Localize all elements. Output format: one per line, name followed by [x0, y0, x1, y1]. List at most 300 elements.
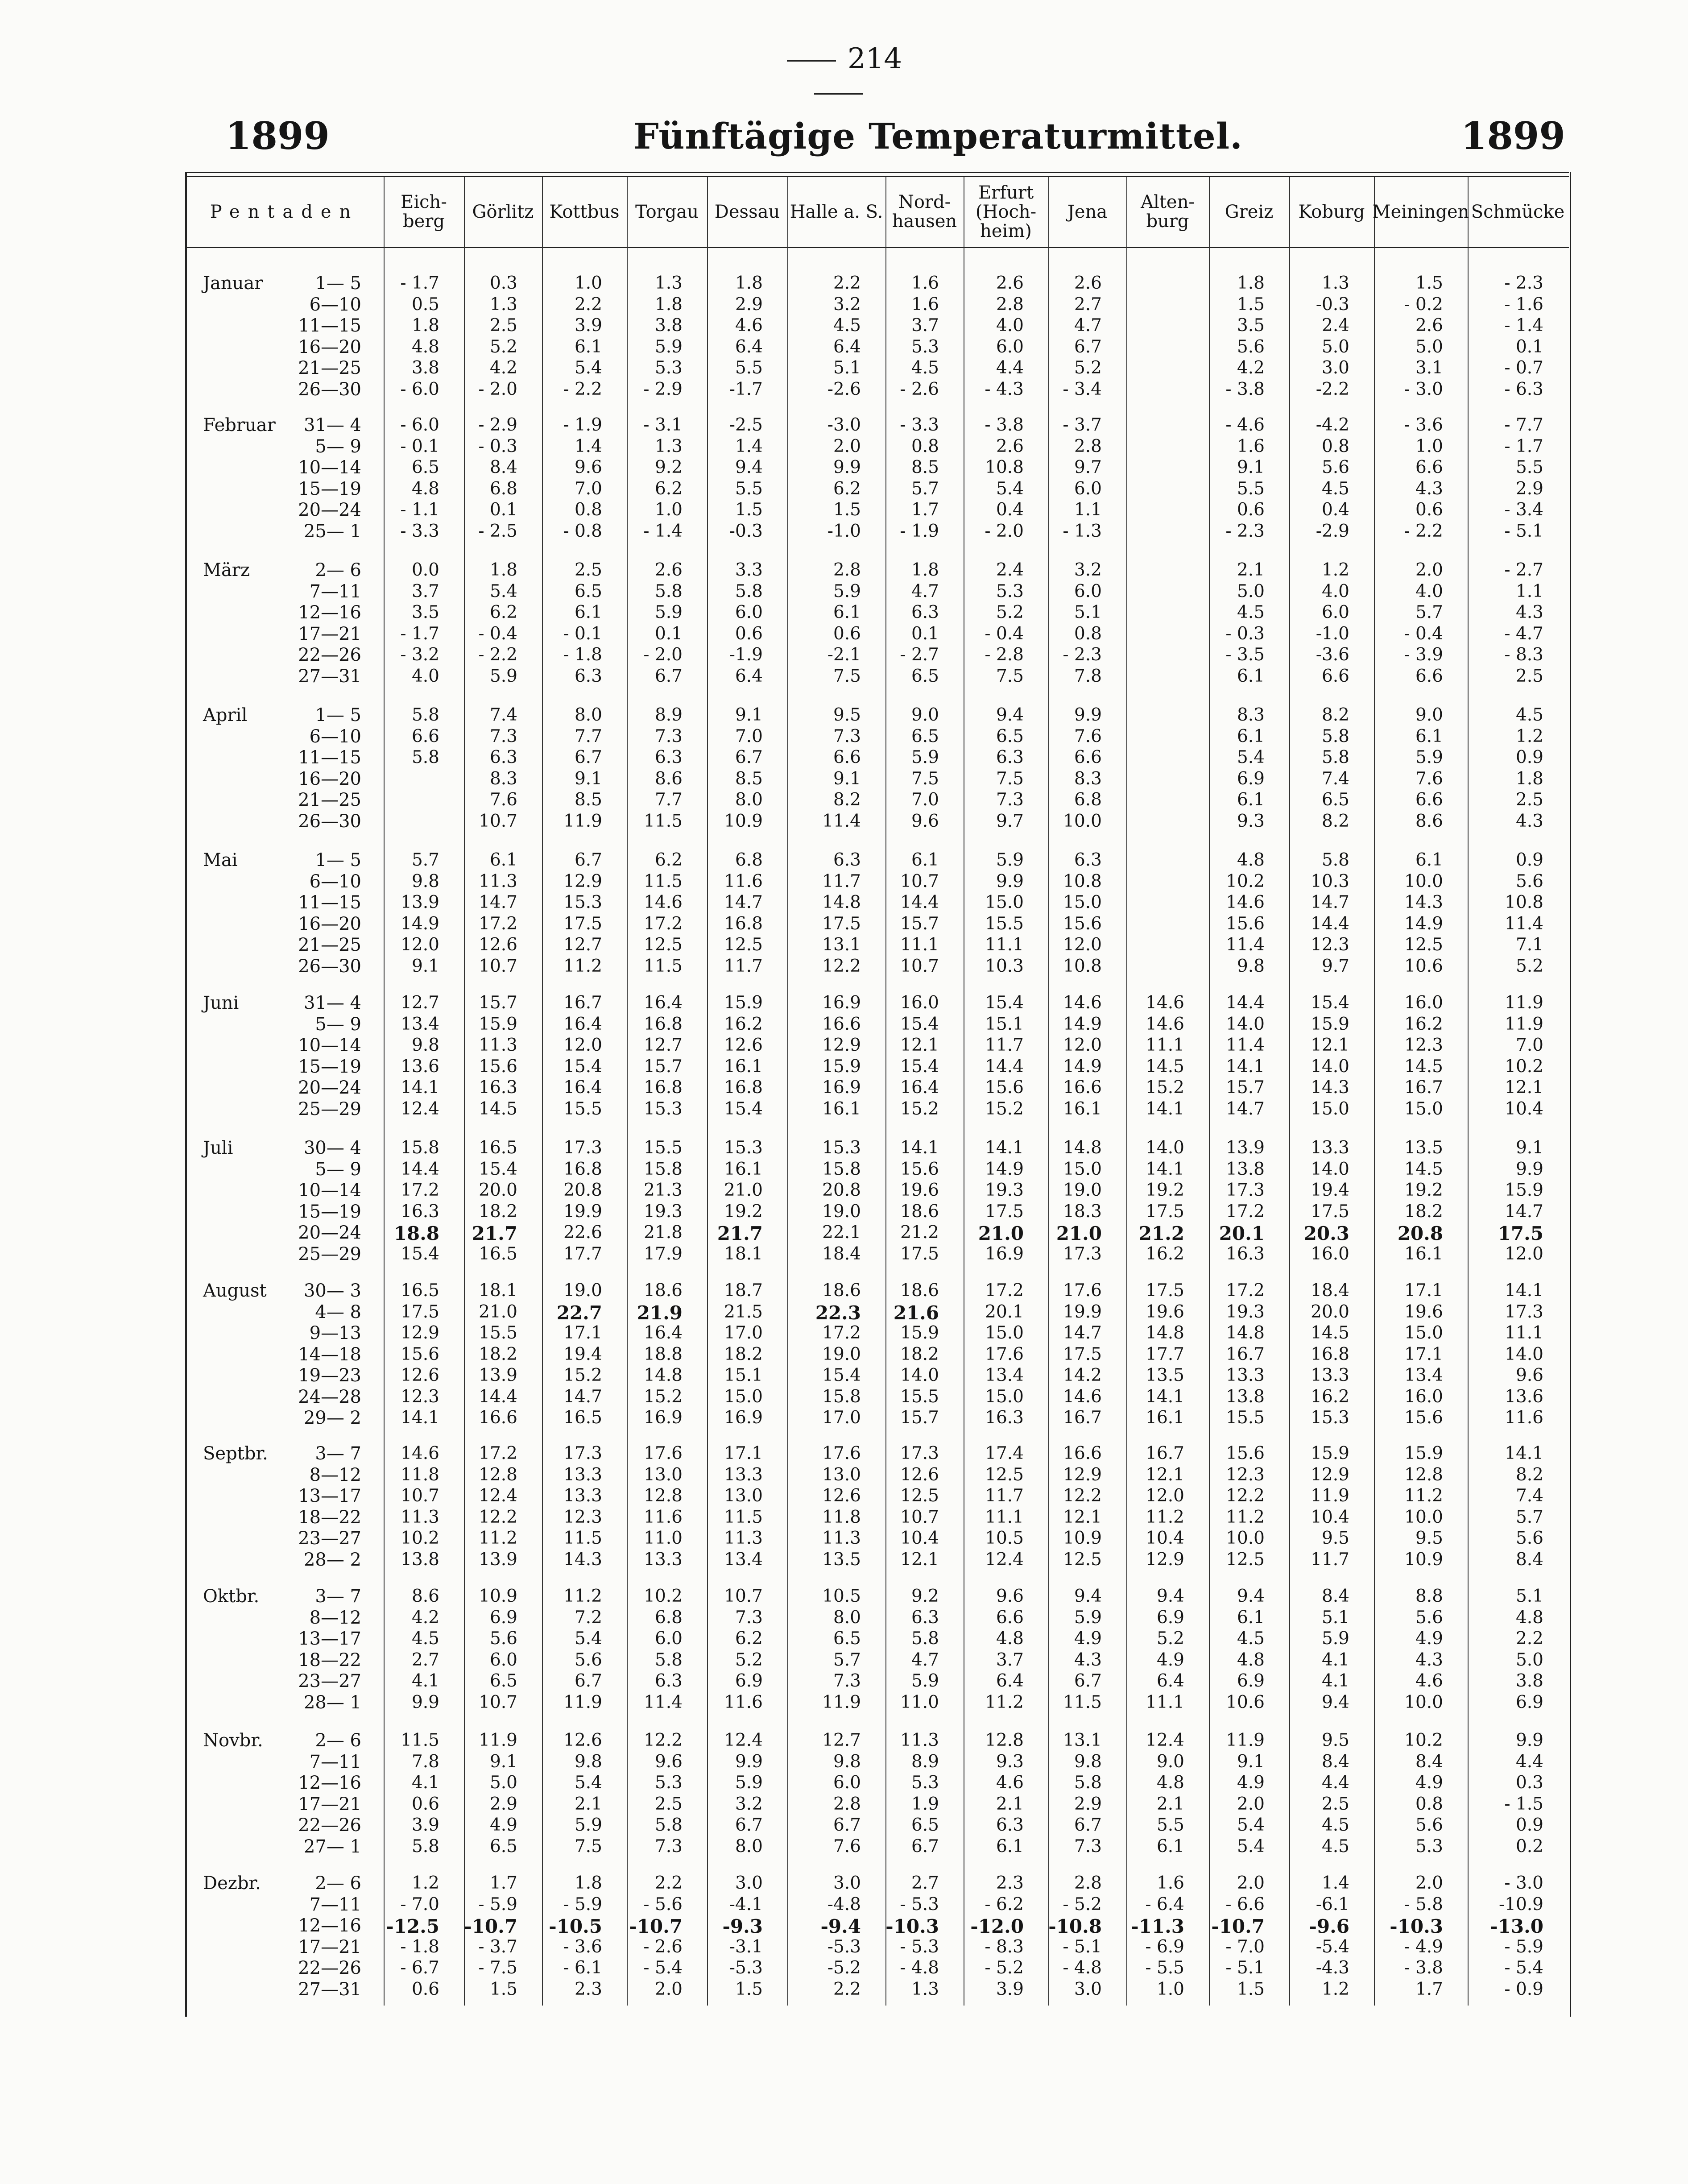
table-cell-koburg: 4.5 [1321, 1815, 1349, 1835]
table-cell-erfurt: 12.8 [985, 1730, 1024, 1750]
table-cell-dessau: 18.7 [724, 1281, 763, 1301]
table-cell-erfurt: 11.2 [985, 1692, 1024, 1712]
table-cell-erfurt: 6.3 [996, 747, 1024, 767]
table-cell-halle: 7.3 [833, 726, 861, 746]
table-cell-goerlitz: 11.3 [479, 1035, 517, 1055]
table-cell-meiningen: 4.9 [1415, 1773, 1443, 1793]
table-cell-jena: 6.7 [1074, 1671, 1102, 1691]
column-header-greiz: Greiz [1225, 201, 1274, 222]
table-cell-eichberg: 14.1 [401, 1077, 439, 1098]
table-cell-dessau: 4.6 [735, 315, 763, 336]
table-cell-halle: 12.6 [822, 1486, 861, 1506]
table-cell-koburg: -5.4 [1316, 1936, 1349, 1957]
table-cell-nordhausen: - 5.3 [900, 1936, 939, 1957]
table-cell-nordhausen: 11.1 [900, 935, 939, 955]
table-cell-kottbus: 15.5 [563, 1098, 602, 1119]
table-cell-halle: 9.8 [833, 1751, 861, 1772]
table-cell-koburg: 14.0 [1311, 1159, 1349, 1179]
table-cell-torgau: 7.3 [654, 726, 683, 746]
table-cell-goerlitz: 6.5 [489, 1671, 517, 1691]
table-cell-jena: 6.0 [1074, 478, 1102, 499]
table-cell-erfurt: 17.2 [985, 1281, 1024, 1301]
table-cell-jena: - 2.3 [1063, 645, 1102, 665]
table-cell-torgau: 1.3 [654, 273, 683, 293]
table-cell-meiningen: 1.0 [1415, 436, 1443, 456]
table-cell-dessau: 15.1 [724, 1365, 763, 1385]
table-cell-dessau: 15.0 [724, 1386, 763, 1407]
table-cell-halle: -9.4 [820, 1915, 861, 1937]
table-cell-jena: 17.3 [1063, 1243, 1102, 1264]
table-cell-koburg: -2.9 [1316, 521, 1349, 541]
table-cell-koburg: -4.2 [1316, 415, 1349, 435]
table-cell-greiz: 6.1 [1237, 726, 1265, 746]
table-cell-jena: 13.1 [1063, 1730, 1102, 1750]
table-cell-koburg: 6.5 [1321, 790, 1349, 810]
table-cell-nordhausen: 9.6 [911, 811, 939, 831]
table-cell-jena: 7.6 [1074, 726, 1102, 746]
table-cell-torgau: 11.0 [644, 1528, 683, 1548]
table-cell-halle: 6.3 [833, 850, 861, 870]
table-cell-goerlitz: 16.5 [479, 1138, 517, 1158]
table-cell-schmuecke: 1.2 [1515, 726, 1543, 746]
table-cell-dessau: 8.0 [735, 1836, 763, 1857]
pentade-range: 14—18 [298, 1344, 361, 1365]
table-cell-halle: 2.2 [833, 1979, 861, 1999]
table-cell-altenburg: 4.9 [1156, 1649, 1184, 1670]
table-cell-dessau: 7.0 [735, 726, 763, 746]
table-cell-koburg: 19.4 [1311, 1180, 1349, 1200]
table-cell-meiningen: 16.0 [1404, 993, 1443, 1013]
table-cell-halle: -2.6 [827, 379, 861, 399]
table-cell-erfurt: 11.7 [985, 1486, 1024, 1506]
table-cell-jena: 3.2 [1074, 560, 1102, 580]
table-cell-eichberg: 9.9 [411, 1692, 439, 1712]
table-cell-erfurt: 9.3 [996, 1751, 1024, 1772]
table-cell-torgau: 19.3 [644, 1201, 683, 1222]
month-label: Juni [203, 993, 239, 1013]
table-cell-halle: 19.0 [822, 1201, 861, 1222]
column-header-goerlitz: Görlitz [472, 201, 534, 222]
table-cell-meiningen: - 0.4 [1404, 623, 1443, 644]
table-cell-kottbus: -10.5 [549, 1915, 602, 1937]
table-cell-halle: 6.5 [833, 1629, 861, 1649]
table-cell-kottbus: - 1.9 [563, 415, 602, 435]
table-cell-greiz: 6.9 [1237, 1671, 1265, 1691]
table-cell-koburg: 13.3 [1311, 1138, 1349, 1158]
table-cell-schmuecke: - 4.7 [1504, 623, 1543, 644]
pentade-range: 31— 4 [303, 993, 361, 1013]
table-cell-dessau: -4.1 [729, 1894, 763, 1915]
table-cell-erfurt: 9.9 [996, 871, 1024, 891]
table-cell-jena: 5.8 [1074, 1773, 1102, 1793]
table-cell-schmuecke: 7.1 [1515, 935, 1543, 955]
pentade-range: 15—19 [298, 1056, 361, 1077]
table-cell-jena: 5.9 [1074, 1607, 1102, 1628]
table-cell-greiz: 8.3 [1237, 705, 1265, 725]
table-cell-erfurt: 3.9 [996, 1979, 1024, 1999]
table-cell-nordhausen: 16.0 [900, 993, 939, 1013]
table-cell-jena: 16.6 [1063, 1077, 1102, 1098]
table-cell-jena: 14.6 [1063, 1386, 1102, 1407]
table-cell-jena: 6.3 [1074, 850, 1102, 870]
table-cell-meiningen: 1.7 [1415, 1979, 1443, 1999]
pentade-range: 22—26 [298, 645, 361, 665]
pentade-range: 11—15 [298, 892, 361, 913]
table-cell-schmuecke: 12.0 [1505, 1243, 1543, 1264]
pentade-range: 22—26 [298, 1815, 361, 1836]
table-cell-koburg: 15.0 [1311, 1098, 1349, 1119]
table-cell-schmuecke: 0.9 [1515, 747, 1543, 767]
table-cell-nordhausen: 17.3 [900, 1443, 939, 1463]
table-cell-torgau: 0.1 [654, 623, 683, 644]
pentade-range: 5— 9 [315, 1159, 361, 1180]
table-cell-koburg: 1.2 [1321, 560, 1349, 580]
table-cell-nordhausen: 1.6 [911, 294, 939, 315]
table-cell-schmuecke: 4.3 [1515, 811, 1543, 831]
table-cell-goerlitz: 17.2 [479, 1443, 517, 1463]
table-cell-schmuecke: 8.4 [1515, 1549, 1543, 1570]
table-cell-erfurt: 5.2 [996, 602, 1024, 622]
month-label: August [203, 1281, 267, 1301]
table-cell-schmuecke: 2.9 [1515, 478, 1543, 499]
pentade-range: 6—10 [309, 726, 361, 747]
table-cell-eichberg: 14.4 [401, 1159, 439, 1179]
pentade-range: 20—24 [298, 1223, 361, 1243]
pentade-range: 21—25 [298, 935, 361, 955]
pentade-range: 5— 9 [315, 436, 361, 457]
table-cell-meiningen: 14.3 [1404, 892, 1443, 912]
table-cell-nordhausen: 9.2 [911, 1586, 939, 1606]
table-cell-meiningen: 5.6 [1415, 1815, 1443, 1835]
pentade-range: 30— 4 [303, 1138, 361, 1158]
month-label: Mai [203, 850, 238, 870]
table-cell-kottbus: 11.9 [563, 1692, 602, 1712]
table-cell-koburg: 2.4 [1321, 315, 1349, 336]
table-cell-kottbus: 6.7 [574, 850, 602, 870]
table-cell-nordhausen: 5.9 [911, 1671, 939, 1691]
table-cell-nordhausen: 1.7 [911, 500, 939, 520]
table-cell-torgau: 14.6 [644, 892, 683, 912]
table-cell-dessau: -1.9 [729, 645, 763, 665]
table-cell-greiz: 9.3 [1237, 811, 1265, 831]
table-cell-greiz: 2.0 [1237, 1873, 1265, 1893]
table-cell-dessau: 1.5 [735, 500, 763, 520]
table-cell-erfurt: 4.6 [996, 1773, 1024, 1793]
table-cell-altenburg: 14.5 [1146, 1056, 1184, 1077]
table-cell-torgau: 6.2 [654, 850, 683, 870]
table-cell-altenburg: 14.6 [1146, 1014, 1184, 1034]
table-cell-torgau: 14.8 [644, 1365, 683, 1385]
table-cell-koburg: 11.7 [1311, 1549, 1349, 1570]
table-cell-kottbus: 16.5 [563, 1408, 602, 1428]
pentade-range: 10—14 [298, 1035, 361, 1056]
table-cell-dessau: 8.0 [735, 790, 763, 810]
pentade-range: 6—10 [309, 294, 361, 315]
table-cell-goerlitz: 6.9 [489, 1607, 517, 1628]
table-cell-goerlitz: 10.7 [479, 811, 517, 831]
table-cell-eichberg: 2.7 [411, 1649, 439, 1670]
table-cell-koburg: 5.8 [1321, 747, 1349, 767]
table-cell-meiningen: 10.2 [1404, 1730, 1443, 1750]
table-cell-goerlitz: 7.6 [489, 790, 517, 810]
table-cell-greiz: 5.4 [1237, 747, 1265, 767]
table-cell-nordhausen: 12.1 [900, 1035, 939, 1055]
table-cell-halle: 16.9 [822, 1077, 861, 1098]
table-cell-erfurt: 2.1 [996, 1794, 1024, 1814]
table-cell-nordhausen: 15.5 [900, 1386, 939, 1407]
table-cell-schmuecke: 17.3 [1505, 1301, 1543, 1322]
table-cell-meiningen: 4.9 [1415, 1629, 1443, 1649]
table-cell-halle: 5.1 [833, 358, 861, 378]
table-cell-eichberg: 4.5 [411, 1629, 439, 1649]
table-cell-schmuecke: 5.7 [1515, 1507, 1543, 1527]
table-cell-kottbus: 19.9 [563, 1201, 602, 1222]
table-cell-goerlitz: 5.9 [489, 666, 517, 686]
table-cell-koburg: 9.4 [1321, 1692, 1349, 1712]
table-cell-jena: 2.8 [1074, 1873, 1102, 1893]
table-cell-dessau: 21.7 [717, 1223, 763, 1244]
table-cell-jena: 12.1 [1063, 1507, 1102, 1527]
table-cell-eichberg: 5.8 [411, 1836, 439, 1857]
table-cell-kottbus: 17.3 [563, 1138, 602, 1158]
table-cell-goerlitz: 21.7 [472, 1223, 517, 1244]
table-cell-dessau: 15.3 [724, 1138, 763, 1158]
table-cell-goerlitz: 15.5 [479, 1323, 517, 1343]
table-cell-schmuecke: 13.6 [1505, 1386, 1543, 1407]
table-cell-halle: 9.5 [833, 705, 861, 725]
table-cell-koburg: 6.0 [1321, 602, 1349, 622]
table-cell-jena: 6.7 [1074, 1815, 1102, 1835]
table-cell-greiz: 4.5 [1237, 602, 1265, 622]
table-cell-dessau: 3.0 [735, 1873, 763, 1893]
table-cell-kottbus: 12.0 [563, 1035, 602, 1055]
table-cell-nordhausen: 14.0 [900, 1365, 939, 1385]
table-cell-koburg: 1.2 [1321, 1979, 1349, 1999]
table-cell-koburg: 15.4 [1311, 993, 1349, 1013]
table-cell-dessau: 5.2 [735, 1649, 763, 1670]
table-cell-greiz: 1.5 [1237, 1979, 1265, 1999]
table-cell-torgau: 8.6 [654, 768, 683, 789]
table-cell-nordhausen: 4.7 [911, 1649, 939, 1670]
table-cell-nordhausen: 5.8 [911, 1629, 939, 1649]
table-cell-altenburg: 12.1 [1146, 1464, 1184, 1485]
table-cell-erfurt: 15.4 [985, 993, 1024, 1013]
table-cell-meiningen: 6.1 [1415, 726, 1443, 746]
table-cell-halle: 11.4 [822, 811, 861, 831]
pentade-range: 5— 9 [315, 1014, 361, 1035]
table-cell-altenburg: 5.2 [1156, 1629, 1184, 1649]
pentade-range: 23—27 [298, 1528, 361, 1549]
table-cell-dessau: 13.0 [724, 1486, 763, 1506]
table-cell-goerlitz: 6.2 [489, 602, 517, 622]
column-header-erfurt: Erfurt (Hoch- heim) [975, 182, 1037, 241]
table-cell-torgau: - 2.9 [643, 379, 683, 399]
table-cell-torgau: 16.8 [644, 1014, 683, 1034]
table-cell-goerlitz: 1.5 [489, 1979, 517, 1999]
table-cell-kottbus: - 0.1 [563, 623, 602, 644]
table-cell-dessau: 12.6 [724, 1035, 763, 1055]
table-cell-koburg: -0.3 [1316, 294, 1349, 315]
table-cell-altenburg: 17.5 [1146, 1201, 1184, 1222]
pentade-range: 9—13 [309, 1323, 361, 1343]
table-cell-koburg: 3.0 [1321, 358, 1349, 378]
table-cell-kottbus: 16.4 [563, 1077, 602, 1098]
table-cell-meiningen: 16.2 [1404, 1014, 1443, 1034]
month-label: Dezbr. [203, 1873, 261, 1894]
table-cell-greiz: 9.4 [1237, 1586, 1265, 1606]
table-cell-erfurt: 6.4 [996, 1671, 1024, 1691]
table-cell-erfurt: 7.5 [996, 768, 1024, 789]
table-cell-halle: 5.7 [833, 1649, 861, 1670]
table-cell-koburg: 15.9 [1311, 1014, 1349, 1034]
table-cell-nordhausen: 4.7 [911, 581, 939, 601]
table-cell-nordhausen: 3.7 [911, 315, 939, 336]
table-cell-jena: 10.8 [1063, 956, 1102, 976]
table-cell-kottbus: 15.2 [563, 1365, 602, 1385]
table-cell-eichberg: 5.7 [411, 850, 439, 870]
table-cell-kottbus: 2.3 [574, 1979, 602, 1999]
table-cell-goerlitz: 4.2 [489, 358, 517, 378]
table-cell-jena: 4.7 [1074, 315, 1102, 336]
table-cell-kottbus: 12.9 [563, 871, 602, 891]
table-cell-koburg: 15.9 [1311, 1443, 1349, 1463]
table-cell-greiz: 10.0 [1226, 1528, 1265, 1548]
table-cell-dessau: 5.5 [735, 478, 763, 499]
table-cell-erfurt: 20.1 [985, 1301, 1024, 1322]
table-cell-erfurt: 5.4 [996, 478, 1024, 499]
table-cell-meiningen: 2.6 [1415, 315, 1443, 336]
table-cell-nordhausen: 15.4 [900, 1014, 939, 1034]
table-cell-erfurt: 2.4 [996, 560, 1024, 580]
month-label: Februar [203, 415, 276, 435]
month-label: Oktbr. [203, 1586, 260, 1607]
table-cell-eichberg: 0.5 [411, 294, 439, 315]
pentade-range: 1— 5 [315, 850, 361, 870]
pentade-range: 2— 6 [315, 1730, 361, 1751]
table-cell-koburg: 4.1 [1321, 1671, 1349, 1691]
pentade-range: 11—15 [298, 315, 361, 336]
table-cell-greiz: 5.6 [1237, 336, 1265, 357]
table-cell-greiz: 4.2 [1237, 358, 1265, 378]
table-cell-meiningen: 9.5 [1415, 1528, 1443, 1548]
table-cell-torgau: 5.9 [654, 336, 683, 357]
table-cell-kottbus: 15.4 [563, 1056, 602, 1077]
table-cell-goerlitz: 6.8 [489, 478, 517, 499]
table-cell-eichberg: 8.6 [411, 1586, 439, 1606]
table-cell-eichberg: 13.6 [401, 1056, 439, 1077]
table-cell-dessau: 16.8 [724, 913, 763, 934]
table-cell-torgau: 17.6 [644, 1443, 683, 1463]
table-cell-meiningen: 11.2 [1404, 1486, 1443, 1506]
table-cell-eichberg: 6.5 [411, 457, 439, 477]
table-cell-torgau: 2.6 [654, 560, 683, 580]
pentade-range: 18—22 [298, 1507, 361, 1528]
table-cell-nordhausen: 8.5 [911, 457, 939, 477]
table-cell-torgau: 5.8 [654, 581, 683, 601]
pentade-range: 27—31 [298, 1979, 361, 2000]
table-cell-jena: 6.6 [1074, 747, 1102, 767]
table-cell-jena: 12.2 [1063, 1486, 1102, 1506]
table-cell-greiz: - 4.6 [1225, 415, 1265, 435]
table-cell-greiz: 1.5 [1237, 294, 1265, 315]
pentade-range: 13—17 [298, 1629, 361, 1649]
table-cell-dessau: 13.4 [724, 1549, 763, 1570]
table-cell-greiz: 5.0 [1237, 581, 1265, 601]
table-cell-dessau: 15.9 [724, 993, 763, 1013]
table-cell-torgau: 2.5 [654, 1794, 683, 1814]
table-cell-meiningen: 6.6 [1415, 790, 1443, 810]
table-cell-erfurt: 15.6 [985, 1077, 1024, 1098]
table-cell-torgau: 7.3 [654, 1836, 683, 1857]
table-cell-kottbus: 6.1 [574, 336, 602, 357]
table-cell-eichberg: - 0.1 [400, 436, 439, 456]
table-cell-jena: 14.9 [1063, 1056, 1102, 1077]
table-cell-schmuecke: 3.8 [1515, 1671, 1543, 1691]
table-cell-schmuecke: 7.4 [1515, 1486, 1543, 1506]
table-cell-eichberg: 12.0 [401, 935, 439, 955]
table-cell-koburg: 5.9 [1321, 1629, 1349, 1649]
table-cell-jena: 16.7 [1063, 1408, 1102, 1428]
table-cell-dessau: 16.1 [724, 1159, 763, 1179]
table-cell-schmuecke: - 7.7 [1504, 415, 1543, 435]
table-cell-schmuecke: - 0.7 [1504, 358, 1543, 378]
table-cell-altenburg: 12.0 [1146, 1486, 1184, 1506]
table-cell-erfurt: 5.9 [996, 850, 1024, 870]
table-cell-torgau: 1.3 [654, 436, 683, 456]
table-cell-nordhausen: 15.4 [900, 1056, 939, 1077]
table-cell-koburg: 13.3 [1311, 1365, 1349, 1385]
table-cell-schmuecke: 2.2 [1515, 1629, 1543, 1649]
table-cell-schmuecke: - 6.3 [1504, 379, 1543, 399]
table-cell-meiningen: - 0.2 [1404, 294, 1443, 315]
table-cell-koburg: 12.9 [1311, 1464, 1349, 1485]
pentade-range: 7—11 [309, 1751, 361, 1772]
table-cell-nordhausen: 14.4 [900, 892, 939, 912]
table-cell-jena: 1.1 [1074, 500, 1102, 520]
table-cell-eichberg: 14.6 [401, 1443, 439, 1463]
table-cell-nordhausen: 5.9 [911, 747, 939, 767]
table-cell-kottbus: 2.5 [574, 560, 602, 580]
table-cell-eichberg: 0.6 [411, 1794, 439, 1814]
pentade-range: 25—29 [298, 1098, 361, 1119]
table-cell-meiningen: 8.8 [1415, 1586, 1443, 1606]
table-cell-koburg: 12.3 [1311, 935, 1349, 955]
table-cell-meiningen: 10.0 [1404, 1692, 1443, 1712]
table-cell-greiz: 6.1 [1237, 1607, 1265, 1628]
table-cell-meiningen: 3.1 [1415, 358, 1443, 378]
pentade-range: 17—21 [298, 1794, 361, 1815]
table-cell-jena: 21.0 [1056, 1223, 1102, 1244]
pentade-range: 7—11 [309, 581, 361, 602]
table-cell-greiz: 6.9 [1237, 768, 1265, 789]
table-cell-altenburg: 17.5 [1146, 1281, 1184, 1301]
table-cell-eichberg: - 1.1 [400, 500, 439, 520]
table-cell-dessau: 6.2 [735, 1629, 763, 1649]
table-cell-schmuecke: - 8.3 [1504, 645, 1543, 665]
table-cell-altenburg: 16.1 [1146, 1408, 1184, 1428]
table-cell-eichberg: 1.2 [411, 1873, 439, 1893]
table-cell-greiz: 15.7 [1226, 1077, 1265, 1098]
year-left: 1899 [225, 114, 330, 158]
table-cell-erfurt: 11.1 [985, 1507, 1024, 1527]
pentade-range: 27—31 [298, 666, 361, 687]
table-cell-torgau: 16.4 [644, 1323, 683, 1343]
table-cell-greiz: 10.2 [1226, 871, 1265, 891]
table-cell-schmuecke: 14.0 [1505, 1344, 1543, 1364]
table-cell-altenburg: - 6.9 [1145, 1936, 1184, 1957]
table-cell-erfurt: 6.0 [996, 336, 1024, 357]
table-cell-torgau: 15.3 [644, 1098, 683, 1119]
